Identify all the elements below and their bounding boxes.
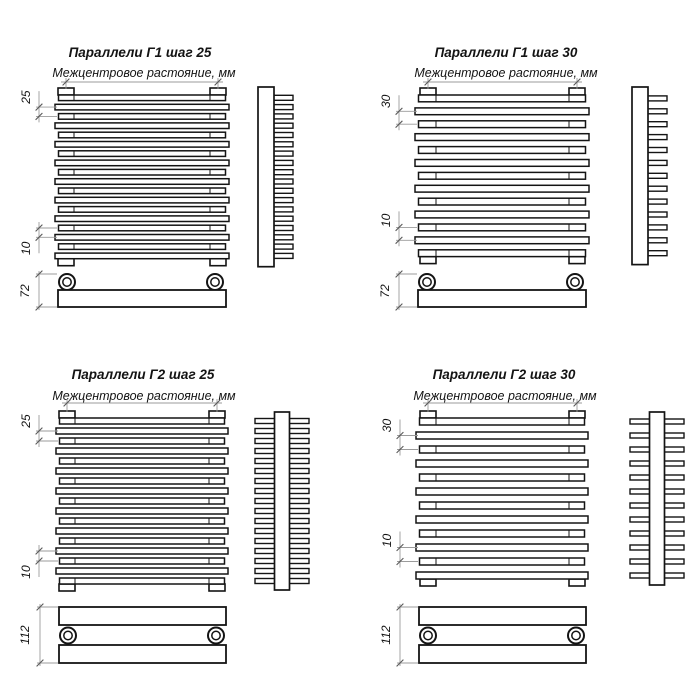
tube-bar <box>55 253 229 259</box>
step-dimension <box>19 414 58 447</box>
quadrant-title: Параллели Г1 шаг 30 <box>434 45 578 60</box>
side-collector <box>275 412 290 590</box>
tube-bar <box>55 160 229 166</box>
tube-bar <box>60 418 225 424</box>
pipe-circle-inner <box>212 631 220 639</box>
tube-bar <box>60 498 225 504</box>
tube-bar <box>56 528 228 534</box>
tube-end <box>664 503 684 508</box>
tube-bar <box>419 121 586 128</box>
center-distance-label: Межцентровое растояние, мм <box>52 66 236 80</box>
tube-bar <box>59 207 226 213</box>
tube-bar <box>56 448 228 454</box>
tube-end <box>630 419 650 424</box>
tube-bar <box>59 151 226 157</box>
tube-end <box>630 573 650 578</box>
side-collector <box>258 87 274 267</box>
tube-bar <box>60 458 225 464</box>
tube-end <box>255 419 275 424</box>
tube-end <box>289 449 309 454</box>
tube-bar <box>416 488 588 495</box>
tube-end <box>255 449 275 454</box>
tube-bar <box>59 114 226 120</box>
tube-end <box>273 179 293 184</box>
tube-end <box>630 559 650 564</box>
tube-end <box>273 188 293 193</box>
tube-end <box>273 253 293 258</box>
tube-end <box>255 549 275 554</box>
depth-dim-label: 72 <box>378 284 392 298</box>
gap-dim-label: 10 <box>380 533 394 548</box>
bottom-body-rear <box>419 645 586 663</box>
tube-end <box>289 529 309 534</box>
collector-tab <box>58 259 74 266</box>
bottom-body-front <box>419 607 586 625</box>
bottom-body-rear <box>59 645 226 663</box>
tube-end <box>273 216 293 221</box>
tube-end <box>273 114 293 119</box>
pipe-circle-inner <box>571 278 579 286</box>
quadrant-title: Параллели Г1 шаг 25 <box>68 45 212 60</box>
tube-bar <box>55 216 229 222</box>
tube-bar <box>55 235 229 241</box>
pipe-circle-inner <box>572 631 580 639</box>
tube-end <box>273 244 293 249</box>
bottom-view <box>59 607 226 663</box>
gap-dim-label: 10 <box>19 241 33 255</box>
quadrant-title: Параллели Г2 шаг 30 <box>432 367 576 382</box>
tube-end <box>647 212 667 217</box>
bottom-body <box>58 290 226 307</box>
quadrant-title: Параллели Г2 шаг 25 <box>71 367 215 382</box>
gap-dimension <box>379 211 417 246</box>
tube-bar <box>416 516 588 523</box>
tube-end <box>273 198 293 203</box>
depth-dim-label: 72 <box>18 284 32 298</box>
collector-tab <box>420 411 436 418</box>
tube-end <box>664 447 684 452</box>
tube-end <box>273 142 293 147</box>
tube-end <box>647 186 667 191</box>
tube-bar <box>60 438 225 444</box>
tube-end <box>664 559 684 564</box>
tube-end <box>289 419 309 424</box>
collector-tab <box>58 88 74 95</box>
tube-bar <box>420 558 585 565</box>
tube-end <box>647 135 667 140</box>
tube-end <box>647 225 667 230</box>
tube-end <box>289 539 309 544</box>
tube-end <box>647 122 667 127</box>
tube-bar <box>420 502 585 509</box>
tube-end <box>664 573 684 578</box>
front-view <box>55 88 229 266</box>
tube-end <box>664 419 684 424</box>
tube-end <box>647 199 667 204</box>
collector-tab <box>569 88 585 95</box>
collector-tab <box>420 257 436 264</box>
collector-tab <box>59 584 75 591</box>
tube-end <box>630 517 650 522</box>
tube-end <box>289 499 309 504</box>
collector-tab <box>209 584 225 591</box>
tube-end <box>255 499 275 504</box>
collector-tab <box>59 411 75 418</box>
tube-end <box>647 96 667 101</box>
tube-bar <box>59 225 226 231</box>
tube-bar <box>56 508 228 514</box>
tube-bar <box>60 558 225 564</box>
quadrant-g2-step25 <box>18 367 309 666</box>
tube-bar <box>419 147 586 154</box>
tube-bar <box>55 179 229 185</box>
tube-end <box>630 461 650 466</box>
tube-end <box>664 517 684 522</box>
tube-bar <box>60 478 225 484</box>
tube-bar <box>419 172 586 179</box>
tube-end <box>664 475 684 480</box>
gap-dimension <box>19 222 57 255</box>
tube-bar <box>60 518 225 524</box>
tube-end <box>664 433 684 438</box>
tube-end <box>255 509 275 514</box>
tube-bar <box>416 460 588 467</box>
quadrant-g1-step30 <box>378 45 667 310</box>
tube-end <box>289 509 309 514</box>
collector-tab <box>209 411 225 418</box>
gap-dim-label: 10 <box>19 565 33 579</box>
tube-end <box>630 475 650 480</box>
tube-bar <box>55 104 229 110</box>
pipe-circle-inner <box>64 631 72 639</box>
tube-end <box>255 519 275 524</box>
bottom-view <box>418 274 586 307</box>
tube-end <box>255 569 275 574</box>
tube-end <box>273 170 293 175</box>
collector-tab <box>420 579 436 586</box>
tube-bar <box>56 428 228 434</box>
tube-end <box>255 489 275 494</box>
side-view <box>258 87 293 267</box>
tube-bar <box>55 142 229 148</box>
side-view <box>632 87 667 265</box>
tube-bar <box>415 134 589 141</box>
step-dimension <box>19 90 57 122</box>
tube-end <box>630 545 650 550</box>
collector-tab <box>210 88 226 95</box>
tube-end <box>255 429 275 434</box>
gap-dim-label: 10 <box>379 213 393 228</box>
step-dimension <box>380 419 418 456</box>
tube-bar <box>420 530 585 537</box>
tube-end <box>647 251 667 256</box>
depth-dim-label: 112 <box>18 625 32 645</box>
tube-bar <box>416 544 588 551</box>
step-dim-label: 30 <box>379 94 393 108</box>
pipe-circle-inner <box>63 278 71 286</box>
step-dim-label: 25 <box>19 414 33 428</box>
tube-bar <box>416 572 588 579</box>
depth-dim-label: 112 <box>379 625 393 645</box>
step-dim-label: 30 <box>380 418 394 433</box>
collector-tab <box>420 88 436 95</box>
depth-dimension <box>378 271 417 311</box>
side-collector <box>632 87 648 265</box>
quadrant-g2-step30 <box>379 367 684 666</box>
step-dim-label: 25 <box>19 90 33 104</box>
tube-bar <box>416 432 588 439</box>
tube-bar <box>59 132 226 138</box>
tube-end <box>273 105 293 110</box>
tube-bar <box>56 468 228 474</box>
tube-bar <box>419 95 586 102</box>
side-collector <box>650 412 665 585</box>
tube-end <box>289 519 309 524</box>
tube-end <box>630 531 650 536</box>
front-view <box>416 411 588 586</box>
tube-end <box>255 479 275 484</box>
quadrant-g1-step25 <box>18 45 293 310</box>
pipe-circle-inner <box>211 278 219 286</box>
bottom-view <box>58 274 226 307</box>
tube-bar <box>56 488 228 494</box>
tube-end <box>647 173 667 178</box>
tube-bar <box>415 237 589 244</box>
tube-end <box>289 459 309 464</box>
collector-tab <box>569 411 585 418</box>
tube-bar <box>55 197 229 203</box>
center-distance-label: Межцентровое растояние, мм <box>413 389 597 403</box>
tube-bar <box>60 538 225 544</box>
tube-end <box>647 109 667 114</box>
tube-end <box>647 148 667 153</box>
side-view <box>630 412 684 585</box>
tube-bar <box>59 169 226 175</box>
bottom-body <box>418 290 586 307</box>
tube-end <box>289 469 309 474</box>
tube-bar <box>56 548 228 554</box>
tube-end <box>289 569 309 574</box>
tube-bar <box>59 244 226 250</box>
tube-bar <box>60 578 225 584</box>
tube-end <box>273 207 293 212</box>
tube-bar <box>419 250 586 257</box>
tube-end <box>664 461 684 466</box>
tube-bar <box>419 224 586 231</box>
depth-dimension <box>379 604 418 667</box>
tube-end <box>289 439 309 444</box>
pipe-circle-inner <box>423 278 431 286</box>
collector-tab <box>210 259 226 266</box>
tube-end <box>273 235 293 240</box>
tube-end <box>255 579 275 584</box>
tube-end <box>289 549 309 554</box>
tube-bar <box>420 418 585 425</box>
tube-end <box>255 469 275 474</box>
tube-end <box>273 151 293 156</box>
collector-tab <box>569 579 585 586</box>
tube-bar <box>415 160 589 167</box>
depth-dimension <box>18 604 58 667</box>
tube-end <box>647 238 667 243</box>
tube-bar <box>59 188 226 194</box>
tube-bar <box>415 211 589 218</box>
tube-end <box>630 447 650 452</box>
tube-bar <box>415 185 589 192</box>
tube-end <box>255 529 275 534</box>
tube-bar <box>420 474 585 481</box>
bottom-body-front <box>59 607 226 625</box>
tube-end <box>289 559 309 564</box>
gap-dimension <box>380 532 418 568</box>
tube-end <box>630 489 650 494</box>
tube-bar <box>55 123 229 129</box>
center-distance-label: Межцентровое растояние, мм <box>414 66 598 80</box>
tube-end <box>289 429 309 434</box>
tube-end <box>647 160 667 165</box>
depth-dimension <box>18 271 57 311</box>
tube-end <box>255 439 275 444</box>
center-distance-label: Межцентровое растояние, мм <box>52 389 236 403</box>
tube-bar <box>415 108 589 115</box>
tube-end <box>255 559 275 564</box>
tube-end <box>289 479 309 484</box>
pipe-circle-inner <box>424 631 432 639</box>
gap-dimension <box>19 545 58 579</box>
tube-end <box>289 489 309 494</box>
tube-end <box>273 160 293 165</box>
tube-bar <box>56 568 228 574</box>
tube-end <box>664 489 684 494</box>
bottom-view <box>419 607 586 663</box>
tube-bar <box>420 446 585 453</box>
tube-end <box>664 545 684 550</box>
tube-end <box>273 95 293 100</box>
tube-end <box>664 531 684 536</box>
tube-bar <box>419 198 586 205</box>
tube-end <box>630 433 650 438</box>
tube-end <box>289 579 309 584</box>
side-view <box>255 412 309 590</box>
tube-end <box>273 123 293 128</box>
tube-bar <box>59 95 226 101</box>
front-view <box>56 411 228 591</box>
tube-end <box>273 226 293 231</box>
tube-end <box>630 503 650 508</box>
tube-end <box>255 459 275 464</box>
step-dimension <box>379 94 417 130</box>
collector-tab <box>569 257 585 264</box>
tube-end <box>273 133 293 138</box>
front-view <box>415 88 589 264</box>
tube-end <box>255 539 275 544</box>
